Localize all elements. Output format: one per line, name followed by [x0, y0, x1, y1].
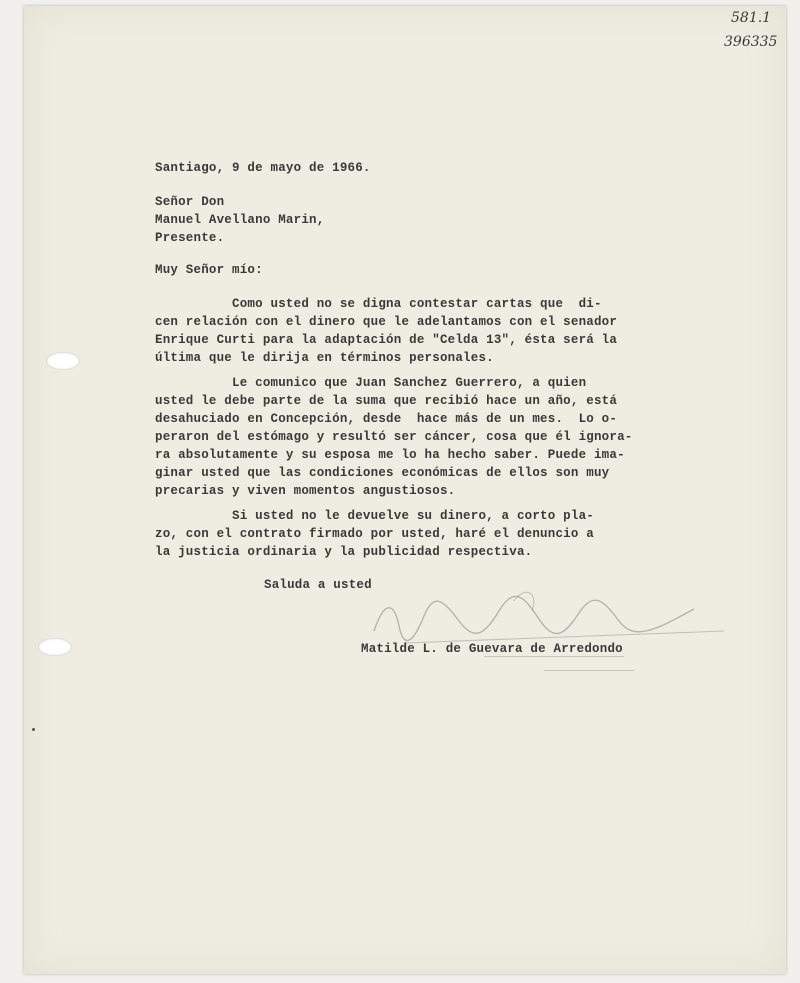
- show-through-mark: [484, 656, 624, 657]
- body-p1-line-1: Como usted no se digna contestar cartas que di-: [155, 297, 602, 311]
- archive-number-1: 581.1: [731, 10, 772, 26]
- body-p2-line-3: desahuciado en Concepción, desde hace más de un mes. Lo o-: [155, 412, 618, 426]
- archive-number-2: 396335: [724, 34, 778, 50]
- signatory-name: Matilde L. de Guevara de Arredondo: [361, 642, 623, 656]
- punch-hole-top: [46, 352, 80, 370]
- salutation: Muy Señor mío:: [155, 263, 263, 277]
- body-p3-line-1: Si usted no le devuelve su dinero, a corto pla-: [155, 509, 594, 523]
- body-p3-line-3: la justicia ordinaria y la publicidad respectiva.: [155, 545, 533, 559]
- body-p2-line-5: ra absolutamente y su esposa me lo ha hecho saber. Puede ima-: [155, 448, 625, 462]
- body-p2-line-2: usted le debe parte de la suma que recibió hace un año, está: [155, 394, 618, 408]
- place-date: Santiago, 9 de mayo de 1966.: [155, 161, 371, 175]
- body-p2-line-1: Le comunico que Juan Sanchez Guerrero, a quien: [155, 376, 587, 390]
- ink-speck: [32, 728, 35, 731]
- letter-page: [24, 6, 786, 974]
- addressee-line-3: Presente.: [155, 231, 225, 245]
- body-p2-line-4: peraron del estómago y resultó ser cáncer, cosa que él ignora-: [155, 430, 633, 444]
- addressee-line-2: Manuel Avellano Marin,: [155, 213, 325, 227]
- addressee-line-1: Señor Don: [155, 195, 225, 209]
- body-p2-line-7: precarias y viven momentos angustiosos.: [155, 484, 456, 498]
- punch-hole-bottom: [38, 638, 72, 656]
- body-p1-line-4: última que le dirija en términos personales.: [155, 351, 494, 365]
- body-p1-line-3: Enrique Curti para la adaptación de "Celda 13", ésta será la: [155, 333, 618, 347]
- body-p1-line-2: cen relación con el dinero que le adelantamos con el senador: [155, 315, 618, 329]
- body-p2-line-6: ginar usted que las condiciones económicas de ellos son muy: [155, 466, 610, 480]
- show-through-mark: [544, 670, 634, 671]
- closing: Saluda a usted: [264, 578, 372, 592]
- body-p3-line-2: zo, con el contrato firmado por usted, haré el denuncio a: [155, 527, 594, 541]
